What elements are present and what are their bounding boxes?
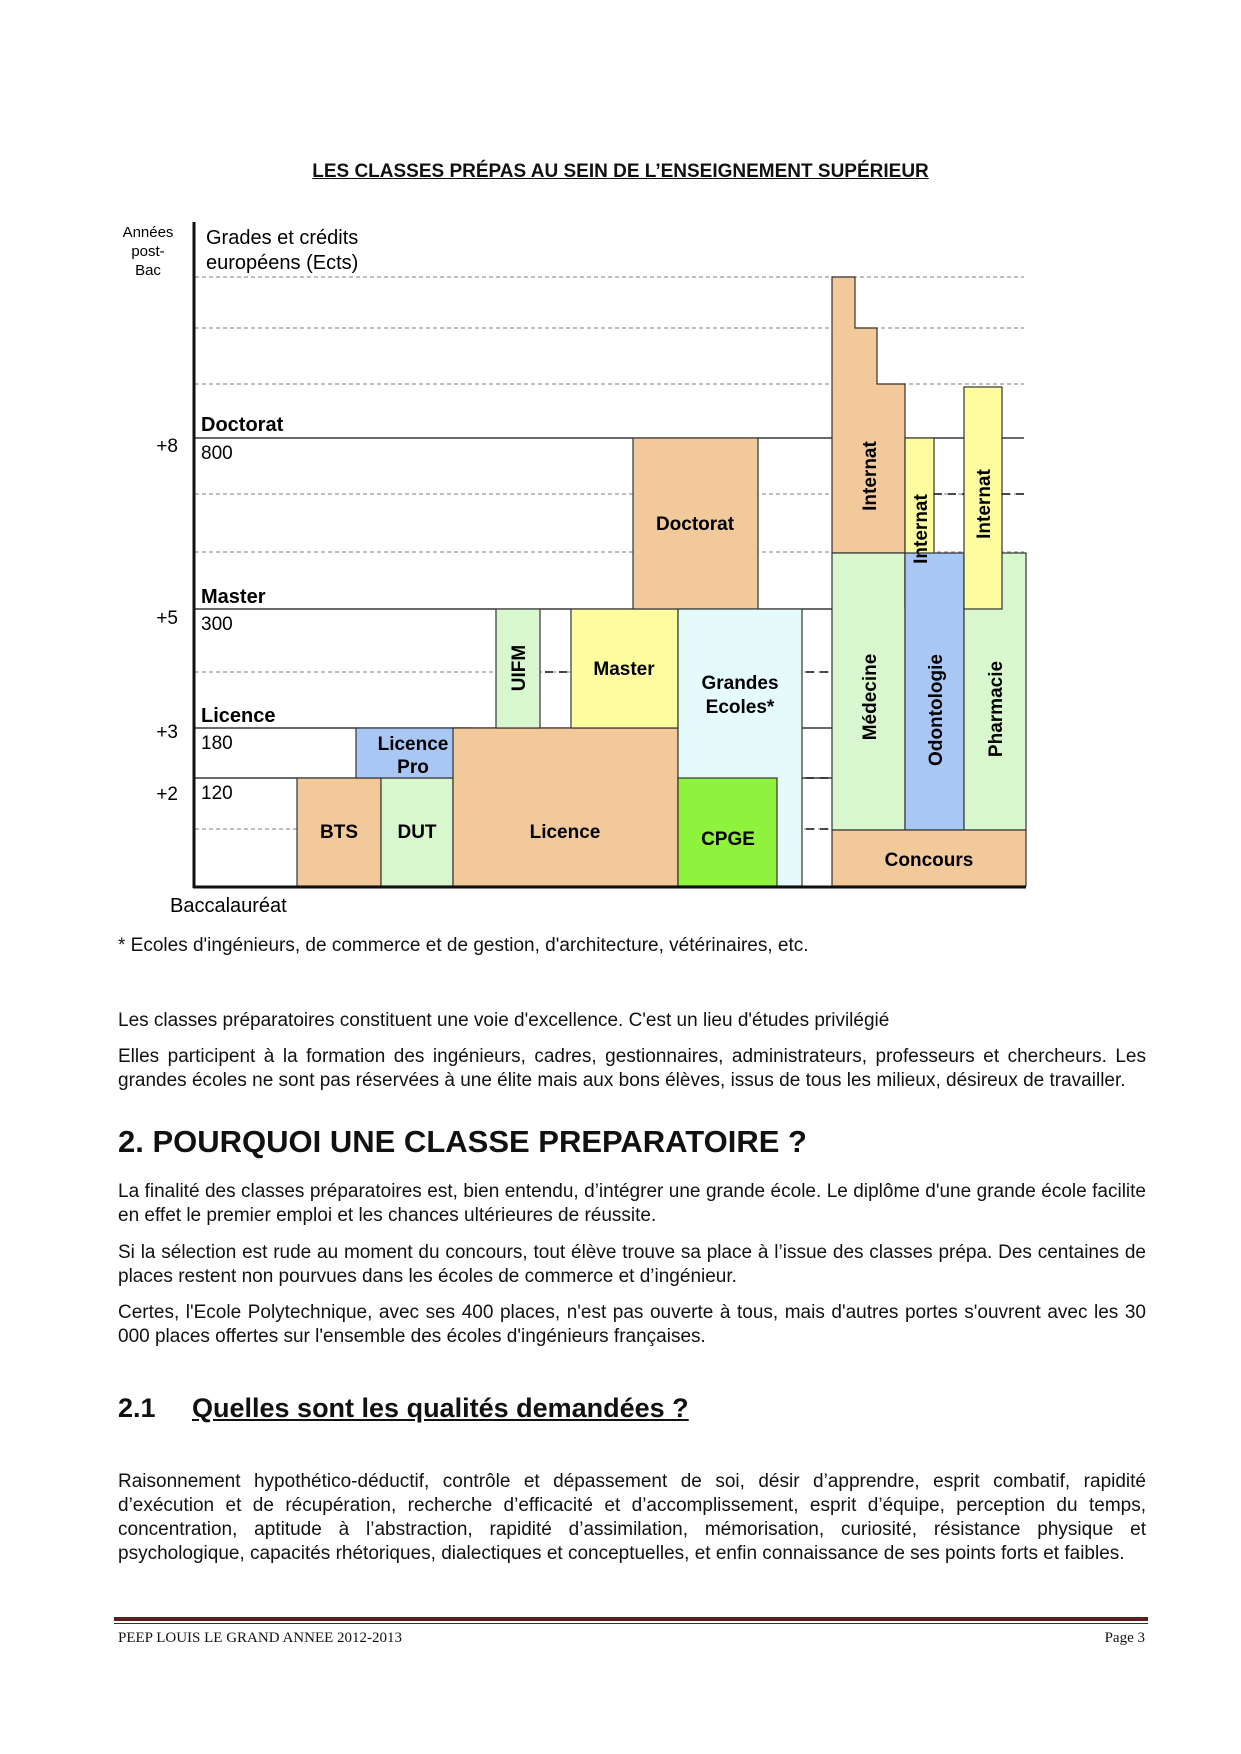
medecine-internat-label: Internat <box>860 441 881 511</box>
ects-800: 800 <box>201 443 233 464</box>
licence-block <box>453 728 678 886</box>
section-2-1-heading <box>118 1393 689 1424</box>
page-number: Page 3 <box>1104 1630 1145 1646</box>
tick-plus3: +3 <box>156 722 178 743</box>
section-2-paragraph-3: Certes, l'Ecole Polytechnique, avec ses 400 places, n'est pas ouverte à tous, mais d'autres portes s'ouvrent avec les 30 000 places offertes sur l'ensemble des écoles d'ingénieurs françaises. <box>118 1302 1146 1347</box>
concours-label: Concours <box>884 850 974 871</box>
ects-300: 300 <box>201 614 233 635</box>
baseline-label: Baccalauréat <box>170 895 287 917</box>
section-2-heading: 2. POURQUOI UNE CLASSE PREPARATOIRE ? <box>118 1124 807 1159</box>
grades-label-line2: européens (Ects) <box>206 252 359 274</box>
dut-label: DUT <box>397 822 437 843</box>
grandes-ecoles-label-2: Ecoles* <box>705 697 775 718</box>
footer-left-text: PEEP LOUIS LE GRAND ANNEE 2012-2013 <box>118 1630 403 1646</box>
section-2-1-paragraph: Raisonnement hypothético-déductif, contrôle et dépassement de soi, désir d’apprendre, esprit combatif, rapidité d’exécution et de récupération, recherche d’efficacité et d’accomplissement, esprit d’équipe, perception du temps, concentration, aptitude à l’abstraction, rapidité d’assimilation, mémorisation, curiosité, résistance physique et psychologique, capacités rhétoriques, dialectiques et conceptuelles, et enfin connaissance de ses points forts et faibles. <box>118 1471 1146 1564</box>
axis-label-line1: Années <box>122 224 174 241</box>
odontologie-label: Odontologie <box>926 654 947 766</box>
grandes-ecoles-label-1: Grandes <box>701 673 779 694</box>
intro-paragraph-2: Elles participent à la formation des ingénieurs, cadres, gestionnaires, administrateurs, professeurs et chercheurs. Les grandes écoles ne sont pas réservées à une élite mais aux bons élèves, issus de tous les milieux, désireux de travailler. <box>118 1046 1146 1091</box>
figure-title: LES CLASSES PRÉPAS AU SEIN DE L’ENSEIGNEMENT SUPÉRIEUR <box>312 161 929 182</box>
master-label: Master <box>593 659 655 680</box>
medecine-label: Médecine <box>860 653 881 741</box>
licence-pro-label-2: Pro <box>397 757 429 778</box>
footer-rule-thin <box>114 1623 1148 1624</box>
uifm-label: UIFM <box>509 644 530 692</box>
doctorat-label: Doctorat <box>655 514 735 535</box>
figure-footnote: * Ecoles d'ingénieurs, de commerce et de gestion, d'architecture, vétérinaires, etc. <box>118 935 809 956</box>
tick-plus5: +5 <box>156 608 178 629</box>
section-2-1-number: 2.1 <box>118 1393 156 1423</box>
bts-label: BTS <box>320 822 358 843</box>
tick-plus2: +2 <box>156 784 178 805</box>
odontologie-internat-label: Internat <box>911 494 932 564</box>
grade-licence: Licence <box>201 705 276 727</box>
intro-paragraph-1: Les classes préparatoires constituent une voie d'excellence. C'est un lieu d'études privilégié <box>118 1010 890 1031</box>
grade-doctorat: Doctorat <box>201 414 284 436</box>
grade-master: Master <box>201 586 266 608</box>
section-2-paragraph-1: La finalité des classes préparatoires est, bien entendu, d’intégrer une grande école. Le diplôme d'une grande école facilite en effet le premier emploi et les chances ultérieures de réussite. <box>118 1181 1146 1226</box>
axis-label-line2: post- <box>131 243 165 260</box>
licence-pro-label-1: Licence <box>377 734 449 755</box>
grades-label-line1: Grades et crédits <box>206 227 359 249</box>
footer-rule <box>114 1617 1148 1621</box>
tick-plus8: +8 <box>156 436 178 457</box>
section-2-1-title: Quelles sont les qualités demandées ? <box>192 1393 689 1423</box>
ects-180: 180 <box>201 733 233 754</box>
axis-label-line3: Bac <box>135 262 161 279</box>
ects-120: 120 <box>201 783 233 804</box>
cpge-label: CPGE <box>701 829 755 850</box>
licence-label: Licence <box>529 822 601 843</box>
pharmacie-label: Pharmacie <box>986 660 1007 758</box>
pharmacie-internat-label: Internat <box>974 469 995 539</box>
section-2-paragraph-2: Si la sélection est rude au moment du concours, tout élève trouve sa place à l’issue des classes prépa. Des centaines de places restent non pourvues dans les écoles de commerce et d’ingénieur. <box>118 1242 1146 1287</box>
